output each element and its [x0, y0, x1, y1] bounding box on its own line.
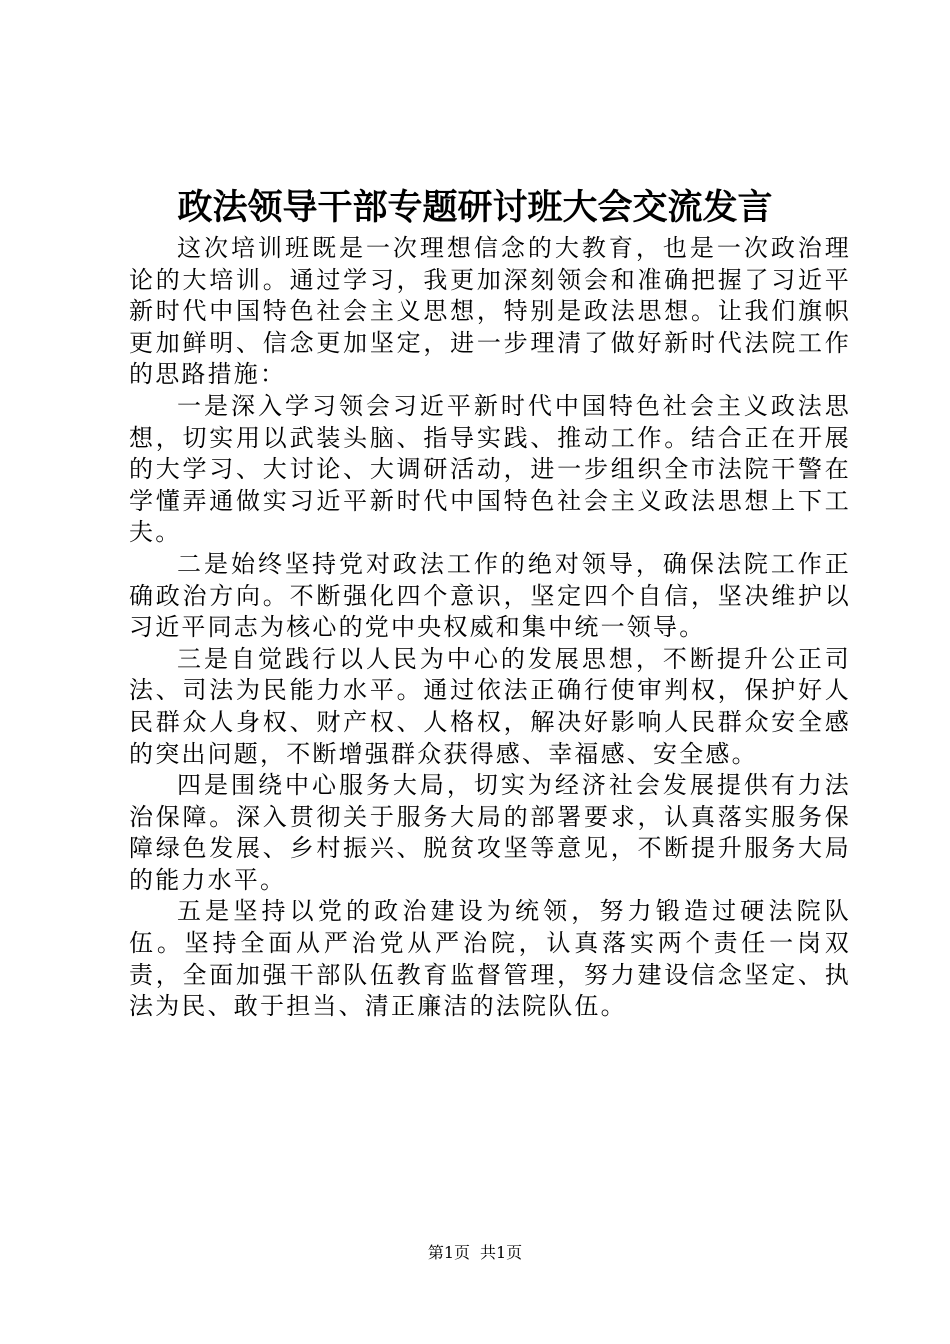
paragraph-point-3: 三是自觉践行以人民为中心的发展思想，不断提升公正司法、司法为民能力水平。通过依法正确行使审判权，保护好人民群众人身权、财产权、人格权，解决好影响人民群众安全感的突出问题，不断增强群众获得感、幸福感、安全感。: [129, 644, 851, 768]
document-title: 政法领导干部专题研讨班大会交流发言: [177, 187, 773, 228]
paragraph-point-2: 二是始终坚持党对政法工作的绝对领导，确保法院工作正确政治方向。不断强化四个意识，坚定四个自信，坚决维护以习近平同志为核心的党中央权威和集中统一领导。: [129, 549, 851, 642]
paragraph-point-1: 一是深入学习领会习近平新时代中国特色社会主义政法思想，切实用以武装头脑、指导实践、推动工作。结合正在开展的大学习、大讨论、大调研活动，进一步组织全市法院干警在学懂弄通做实习近平新时代中国特色社会主义政法思想上下工夫。: [129, 391, 851, 547]
paragraph-intro: 这次培训班既是一次理想信念的大教育，也是一次政治理论的大培训。通过学习，我更加深刻领会和准确把握了习近平新时代中国特色社会主义思想，特别是政法思想。让我们旗帜更加鲜明、信念更加坚定，进一步理清了做好新时代法院工作的思路措施：: [129, 234, 851, 389]
page-footer: [0, 1242, 950, 1264]
page-total: 共1页: [480, 1243, 523, 1262]
paragraph-point-4: 四是围绕中心服务大局，切实为经济社会发展提供有力法治保障。深入贯彻关于服务大局的部署要求，认真落实服务保障绿色发展、乡村振兴、脱贫攻坚等意见，不断提升服务大局的能力水平。: [129, 771, 851, 894]
paragraph-point-5: 五是坚持以党的政治建设为统领，努力锻造过硬法院队伍。坚持全面从严治党从严治院，认真落实两个责任一岗双责，全面加强干部队伍教育监督管理，努力建设信念坚定、执法为民、敢于担当、清正廉洁的法院队伍。: [129, 897, 851, 1021]
document-body: [129, 233, 851, 1023]
page-number: 第1页: [427, 1243, 470, 1262]
